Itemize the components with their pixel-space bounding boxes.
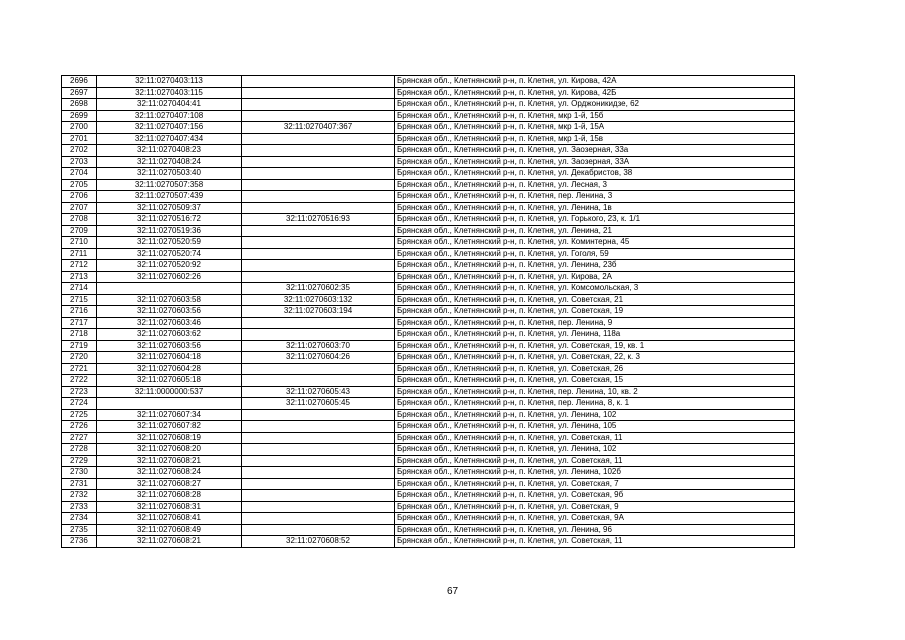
row-number-cell: 2697 <box>62 87 97 99</box>
cadastral-number-cell: 32:11:0270608:27 <box>97 478 242 490</box>
related-cadastral-number-cell <box>242 237 395 249</box>
table-row <box>62 329 795 341</box>
table-body <box>62 76 795 548</box>
cadastral-number-cell: 32:11:0270520:74 <box>97 248 242 260</box>
row-number-cell: 2719 <box>62 340 97 352</box>
related-cadastral-number-cell <box>242 317 395 329</box>
address-cell: Брянская обл., Клетнянский р-н, п. Клетня, ул. Советская, 21 <box>395 294 795 306</box>
related-cadastral-number-cell <box>242 145 395 157</box>
address-cell: Брянская обл., Клетнянский р-н, п. Клетня, ул. Советская, 15 <box>395 375 795 387</box>
related-cadastral-number-cell <box>242 179 395 191</box>
address-cell: Брянская обл., Клетнянский р-н, п. Клетня, ул. Коминтерна, 45 <box>395 237 795 249</box>
related-cadastral-number-cell <box>242 87 395 99</box>
table-row <box>62 421 795 433</box>
table-row <box>62 99 795 111</box>
related-cadastral-number-cell <box>242 248 395 260</box>
related-cadastral-number-cell: 32:11:0270605:45 <box>242 398 395 410</box>
row-number-cell: 2696 <box>62 76 97 88</box>
row-number-cell: 2710 <box>62 237 97 249</box>
row-number-cell: 2728 <box>62 444 97 456</box>
related-cadastral-number-cell <box>242 501 395 513</box>
related-cadastral-number-cell <box>242 363 395 375</box>
table-row <box>62 340 795 352</box>
related-cadastral-number-cell <box>242 444 395 456</box>
table-row <box>62 156 795 168</box>
row-number-cell: 2703 <box>62 156 97 168</box>
row-number-cell: 2700 <box>62 122 97 134</box>
related-cadastral-number-cell <box>242 76 395 88</box>
address-cell: Брянская обл., Клетнянский р-н, п. Клетня, пер. Ленина, 8, к. 1 <box>395 398 795 410</box>
cadastral-number-cell: 32:11:0270519:36 <box>97 225 242 237</box>
related-cadastral-number-cell: 32:11:0270603:194 <box>242 306 395 318</box>
table-row <box>62 363 795 375</box>
cadastral-number-cell: 32:11:0270603:62 <box>97 329 242 341</box>
related-cadastral-number-cell <box>242 467 395 479</box>
cadastral-number-cell: 32:11:0270520:92 <box>97 260 242 272</box>
address-cell: Брянская обл., Клетнянский р-н, п. Клетня, ул. Советская, 11 <box>395 432 795 444</box>
table-row <box>62 87 795 99</box>
table-row <box>62 145 795 157</box>
related-cadastral-number-cell <box>242 99 395 111</box>
table-row <box>62 490 795 502</box>
address-cell: Брянская обл., Клетнянский р-н, п. Клетня, ул. Советская, 9 <box>395 501 795 513</box>
row-number-cell: 2709 <box>62 225 97 237</box>
cadastral-number-cell: 32:11:0270408:24 <box>97 156 242 168</box>
cadastral-number-cell: 32:11:0270608:31 <box>97 501 242 513</box>
row-number-cell: 2702 <box>62 145 97 157</box>
address-cell: Брянская обл., Клетнянский р-н, п. Клетня, ул. Ленина, 21 <box>395 225 795 237</box>
cadastral-number-cell: 32:11:0270604:28 <box>97 363 242 375</box>
table-row <box>62 455 795 467</box>
address-cell: Брянская обл., Клетнянский р-н, п. Клетня, пер. Ленина, 10, кв. 2 <box>395 386 795 398</box>
cadastral-number-cell: 32:11:0270602:26 <box>97 271 242 283</box>
cadastral-number-cell <box>97 398 242 410</box>
related-cadastral-number-cell <box>242 260 395 272</box>
row-number-cell: 2727 <box>62 432 97 444</box>
related-cadastral-number-cell <box>242 202 395 214</box>
related-cadastral-number-cell: 32:11:0270604:26 <box>242 352 395 364</box>
page-number: 67 <box>446 586 459 597</box>
row-number-cell: 2732 <box>62 490 97 502</box>
address-cell: Брянская обл., Клетнянский р-н, п. Клетня, ул. Ленина, 102 <box>395 444 795 456</box>
cadastral-number-cell: 32:11:0270608:21 <box>97 455 242 467</box>
row-number-cell: 2701 <box>62 133 97 145</box>
table-row <box>62 110 795 122</box>
address-cell: Брянская обл., Клетнянский р-н, п. Клетня, ул. Орджоникидзе, 62 <box>395 99 795 111</box>
row-number-cell: 2705 <box>62 179 97 191</box>
address-cell: Брянская обл., Клетнянский р-н, п. Клетня, ул. Ленина, 96 <box>395 524 795 536</box>
row-number-cell: 2708 <box>62 214 97 226</box>
address-cell: Брянская обл., Клетнянский р-н, п. Клетня, мкр 1-й, 15б <box>395 110 795 122</box>
related-cadastral-number-cell <box>242 432 395 444</box>
table-row <box>62 214 795 226</box>
table-row <box>62 501 795 513</box>
table-row <box>62 375 795 387</box>
table-row <box>62 271 795 283</box>
row-number-cell: 2736 <box>62 536 97 548</box>
address-cell: Брянская обл., Клетнянский р-н, п. Клетня, ул. Советская, 9б <box>395 490 795 502</box>
cadastral-number-cell: 32:11:0270407:156 <box>97 122 242 134</box>
address-cell: Брянская обл., Клетнянский р-н, п. Клетня, ул. Ленина, 23б <box>395 260 795 272</box>
row-number-cell: 2731 <box>62 478 97 490</box>
row-number-cell: 2718 <box>62 329 97 341</box>
cadastral-table <box>61 75 795 548</box>
address-cell: Брянская обл., Клетнянский р-н, п. Клетня, ул. Ленина, 1в <box>395 202 795 214</box>
cadastral-number-cell: 32:11:0270603:46 <box>97 317 242 329</box>
address-cell: Брянская обл., Клетнянский р-н, п. Клетня, ул. Декабристов, 38 <box>395 168 795 180</box>
related-cadastral-number-cell <box>242 225 395 237</box>
cadastral-number-cell: 32:11:0270408:23 <box>97 145 242 157</box>
row-number-cell: 2724 <box>62 398 97 410</box>
related-cadastral-number-cell <box>242 271 395 283</box>
row-number-cell: 2720 <box>62 352 97 364</box>
table-row <box>62 225 795 237</box>
address-cell: Брянская обл., Клетнянский р-н, п. Клетня, ул. Заозерная, 33а <box>395 145 795 157</box>
row-number-cell: 2698 <box>62 99 97 111</box>
table-row <box>62 179 795 191</box>
table-row <box>62 237 795 249</box>
row-number-cell: 2729 <box>62 455 97 467</box>
related-cadastral-number-cell <box>242 168 395 180</box>
cadastral-number-cell: 32:11:0270604:18 <box>97 352 242 364</box>
address-cell: Брянская обл., Клетнянский р-н, п. Клетня, ул. Советская, 22, к. 3 <box>395 352 795 364</box>
address-cell: Брянская обл., Клетнянский р-н, п. Клетня, ул. Советская, 26 <box>395 363 795 375</box>
row-number-cell: 2723 <box>62 386 97 398</box>
row-number-cell: 2712 <box>62 260 97 272</box>
cadastral-number-cell: 32:11:0270608:41 <box>97 513 242 525</box>
table-row <box>62 478 795 490</box>
cadastral-number-cell: 32:11:0270516:72 <box>97 214 242 226</box>
row-number-cell: 2722 <box>62 375 97 387</box>
cadastral-number-cell: 32:11:0270607:34 <box>97 409 242 421</box>
row-number-cell: 2699 <box>62 110 97 122</box>
cadastral-number-cell: 32:11:0270608:24 <box>97 467 242 479</box>
cadastral-number-cell: 32:11:0270507:439 <box>97 191 242 203</box>
cadastral-number-cell: 32:11:0270407:434 <box>97 133 242 145</box>
table-row <box>62 76 795 88</box>
table-row <box>62 202 795 214</box>
address-cell: Брянская обл., Клетнянский р-н, п. Клетня, ул. Кирова, 42Б <box>395 87 795 99</box>
row-number-cell: 2725 <box>62 409 97 421</box>
address-cell: Брянская обл., Клетнянский р-н, п. Клетня, ул. Комсомольская, 3 <box>395 283 795 295</box>
related-cadastral-number-cell <box>242 478 395 490</box>
address-cell: Брянская обл., Клетнянский р-н, п. Клетня, ул. Ленина, 105 <box>395 421 795 433</box>
table-row <box>62 283 795 295</box>
address-cell: Брянская обл., Клетнянский р-н, п. Клетня, ул. Заозерная, 33А <box>395 156 795 168</box>
table-row <box>62 398 795 410</box>
cadastral-number-cell: 32:11:0270403:113 <box>97 76 242 88</box>
table-row <box>62 191 795 203</box>
address-cell: Брянская обл., Клетнянский р-н, п. Клетня, ул. Ленина, 102 <box>395 409 795 421</box>
related-cadastral-number-cell <box>242 524 395 536</box>
cadastral-number-cell: 32:11:0270503:40 <box>97 168 242 180</box>
related-cadastral-number-cell: 32:11:0270407:367 <box>242 122 395 134</box>
row-number-cell: 2711 <box>62 248 97 260</box>
cadastral-number-cell: 32:11:0000000:537 <box>97 386 242 398</box>
address-cell: Брянская обл., Клетнянский р-н, п. Клетня, ул. Горького, 23, к. 1/1 <box>395 214 795 226</box>
address-cell: Брянская обл., Клетнянский р-н, п. Клетня, ул. Гоголя, 59 <box>395 248 795 260</box>
related-cadastral-number-cell <box>242 110 395 122</box>
cadastral-number-cell: 32:11:0270603:58 <box>97 294 242 306</box>
table-row <box>62 122 795 134</box>
cadastral-number-cell: 32:11:0270605:18 <box>97 375 242 387</box>
related-cadastral-number-cell: 32:11:0270608:52 <box>242 536 395 548</box>
table-row <box>62 306 795 318</box>
table-row <box>62 444 795 456</box>
related-cadastral-number-cell: 32:11:0270516:93 <box>242 214 395 226</box>
cadastral-number-cell: 32:11:0270603:56 <box>97 306 242 318</box>
related-cadastral-number-cell <box>242 421 395 433</box>
address-cell: Брянская обл., Клетнянский р-н, п. Клетня, пер. Ленина, 3 <box>395 191 795 203</box>
cadastral-number-cell: 32:11:0270608:20 <box>97 444 242 456</box>
cadastral-number-cell <box>97 283 242 295</box>
related-cadastral-number-cell <box>242 156 395 168</box>
address-cell: Брянская обл., Клетнянский р-н, п. Клетня, ул. Советская, 19, кв. 1 <box>395 340 795 352</box>
cadastral-number-cell: 32:11:0270608:19 <box>97 432 242 444</box>
table-row <box>62 294 795 306</box>
cadastral-number-cell: 32:11:0270607:82 <box>97 421 242 433</box>
row-number-cell: 2713 <box>62 271 97 283</box>
table-row <box>62 133 795 145</box>
related-cadastral-number-cell <box>242 191 395 203</box>
table-row <box>62 248 795 260</box>
address-cell: Брянская обл., Клетнянский р-н, п. Клетня, ул. Советская, 9А <box>395 513 795 525</box>
row-number-cell: 2717 <box>62 317 97 329</box>
table-row <box>62 467 795 479</box>
address-cell: Брянская обл., Клетнянский р-н, п. Клетня, ул. Советская, 11 <box>395 536 795 548</box>
table-row <box>62 432 795 444</box>
row-number-cell: 2730 <box>62 467 97 479</box>
row-number-cell: 2715 <box>62 294 97 306</box>
address-cell: Брянская обл., Клетнянский р-н, п. Клетня, ул. Советская, 19 <box>395 306 795 318</box>
related-cadastral-number-cell <box>242 133 395 145</box>
related-cadastral-number-cell <box>242 513 395 525</box>
related-cadastral-number-cell <box>242 455 395 467</box>
address-cell: Брянская обл., Клетнянский р-н, п. Клетня, ул. Ленина, 102б <box>395 467 795 479</box>
related-cadastral-number-cell: 32:11:0270603:70 <box>242 340 395 352</box>
row-number-cell: 2706 <box>62 191 97 203</box>
cadastral-number-cell: 32:11:0270520:59 <box>97 237 242 249</box>
cadastral-number-cell: 32:11:0270608:21 <box>97 536 242 548</box>
cadastral-number-cell: 32:11:0270404:41 <box>97 99 242 111</box>
row-number-cell: 2714 <box>62 283 97 295</box>
cadastral-number-cell: 32:11:0270407:108 <box>97 110 242 122</box>
row-number-cell: 2733 <box>62 501 97 513</box>
cadastral-number-cell: 32:11:0270509:37 <box>97 202 242 214</box>
table-row <box>62 260 795 272</box>
table-row <box>62 536 795 548</box>
row-number-cell: 2707 <box>62 202 97 214</box>
table-row <box>62 317 795 329</box>
table-row <box>62 168 795 180</box>
row-number-cell: 2704 <box>62 168 97 180</box>
table-row <box>62 409 795 421</box>
related-cadastral-number-cell: 32:11:0270603:132 <box>242 294 395 306</box>
row-number-cell: 2726 <box>62 421 97 433</box>
table-row <box>62 386 795 398</box>
row-number-cell: 2734 <box>62 513 97 525</box>
address-cell: Брянская обл., Клетнянский р-н, п. Клетня, ул. Советская, 11 <box>395 455 795 467</box>
related-cadastral-number-cell <box>242 490 395 502</box>
related-cadastral-number-cell: 32:11:0270605:43 <box>242 386 395 398</box>
address-cell: Брянская обл., Клетнянский р-н, п. Клетня, ул. Кирова, 2А <box>395 271 795 283</box>
cadastral-number-cell: 32:11:0270507:358 <box>97 179 242 191</box>
address-cell: Брянская обл., Клетнянский р-н, п. Клетня, мкр 1-й, 15в <box>395 133 795 145</box>
related-cadastral-number-cell <box>242 409 395 421</box>
table-row <box>62 524 795 536</box>
address-cell: Брянская обл., Клетнянский р-н, п. Клетня, ул. Ленина, 118а <box>395 329 795 341</box>
address-cell: Брянская обл., Клетнянский р-н, п. Клетня, пер. Ленина, 9 <box>395 317 795 329</box>
related-cadastral-number-cell: 32:11:0270602:35 <box>242 283 395 295</box>
address-cell: Брянская обл., Клетнянский р-н, п. Клетня, ул. Кирова, 42А <box>395 76 795 88</box>
row-number-cell: 2721 <box>62 363 97 375</box>
table-row <box>62 513 795 525</box>
cadastral-number-cell: 32:11:0270403:115 <box>97 87 242 99</box>
cadastral-number-cell: 32:11:0270603:56 <box>97 340 242 352</box>
related-cadastral-number-cell <box>242 375 395 387</box>
address-cell: Брянская обл., Клетнянский р-н, п. Клетня, ул. Советская, 7 <box>395 478 795 490</box>
row-number-cell: 2716 <box>62 306 97 318</box>
address-cell: Брянская обл., Клетнянский р-н, п. Клетня, мкр 1-й, 15А <box>395 122 795 134</box>
related-cadastral-number-cell <box>242 329 395 341</box>
address-cell: Брянская обл., Клетнянский р-н, п. Клетня, ул. Лесная, 3 <box>395 179 795 191</box>
table-row <box>62 352 795 364</box>
cadastral-number-cell: 32:11:0270608:28 <box>97 490 242 502</box>
row-number-cell: 2735 <box>62 524 97 536</box>
cadastral-number-cell: 32:11:0270608:49 <box>97 524 242 536</box>
